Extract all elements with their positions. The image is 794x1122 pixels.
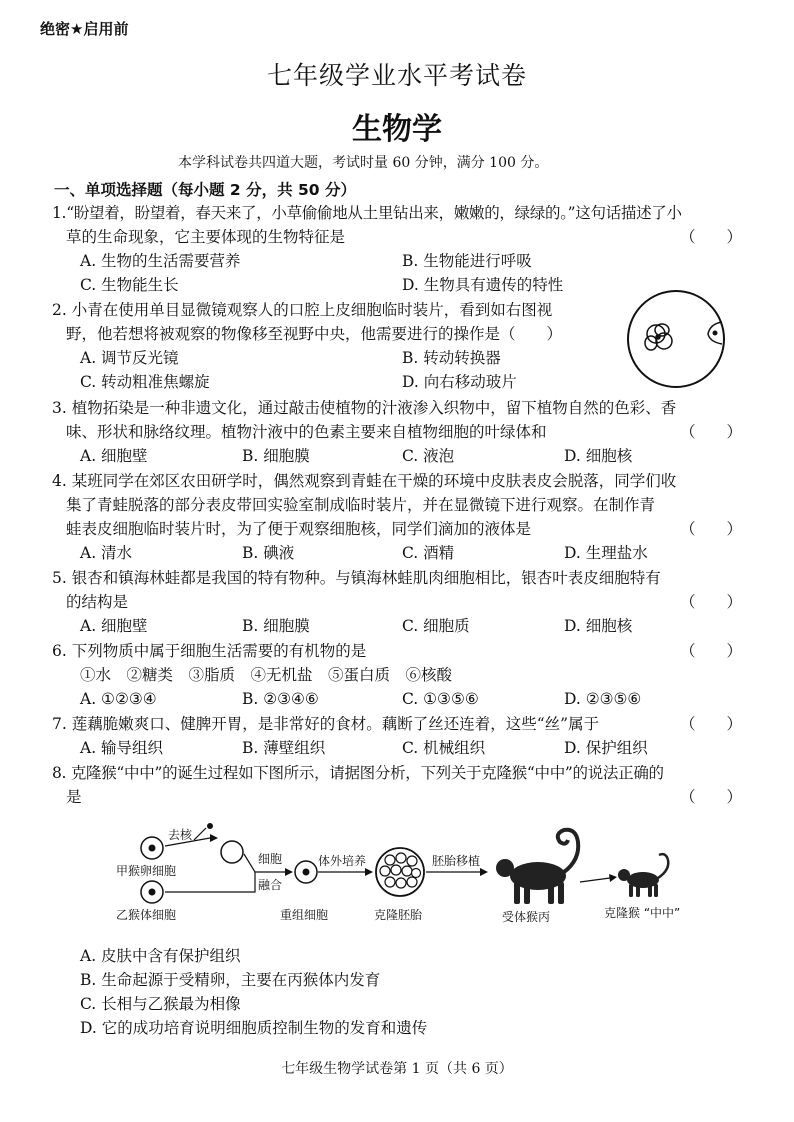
label-culture: 体外培养 — [318, 854, 367, 868]
q4-option-a: A. 清水 — [80, 544, 133, 562]
removed-nucleus — [207, 823, 213, 829]
question-8-line-1: 8. 克隆猴“中中”的诞生过程如下图所示，请据图分析，下列关于克隆猴“中中”的说法正确的 — [52, 764, 664, 782]
q3-option-b: B. 细胞膜 — [242, 447, 310, 465]
question-4-line-3: 蛙表皮细胞临时装片时，为了便于观察细胞核，同学们滴加的液体是 — [66, 520, 532, 538]
q6-option-a: A. ①②③④ — [80, 690, 157, 708]
question-6-line-1: 6. 下列物质中属于细胞生活需要的有机物的是 — [52, 642, 367, 660]
answer-paren-6: （ ） — [680, 642, 743, 660]
label-recipient-monkey: 受体猴丙 — [502, 910, 551, 924]
q2-option-a: A. 调节反光镜 — [80, 349, 179, 367]
answer-paren-8: （ ） — [680, 788, 743, 806]
q5-option-c: C. 细胞质 — [402, 617, 470, 635]
q6-option-b: B. ②③④⑥ — [242, 690, 319, 708]
question-2-line-1: 2. 小青在使用单目显微镜观察人的口腔上皮细胞临时装片，看到如右图视 — [52, 301, 553, 319]
label-fusion-1: 细胞 — [258, 852, 283, 866]
recipient-monkey — [496, 830, 578, 904]
label-monkey-b-body: 乙猴体细胞 — [116, 908, 177, 922]
label-recombined-cell: 重组细胞 — [280, 908, 329, 922]
question-8-line-2: 是 — [66, 788, 82, 806]
q5-option-b: B. 细胞膜 — [242, 617, 310, 635]
page-footer: 七年级生物学试卷第 1 页（共 6 页） — [281, 1061, 513, 1077]
question-3-line-2: 味、形状和脉络纹理。植物汁液中的色素主要来自植物细胞的叶绿体和 — [66, 423, 547, 441]
cloning-diagram — [110, 820, 700, 930]
question-2-line-2: 野，他若想将被观察的物像移至视野中央，他需要进行的操作是（ ） — [66, 325, 563, 343]
question-5-line-2: 的结构是 — [66, 593, 129, 611]
q3-option-d: D. 细胞核 — [564, 447, 633, 465]
enucleated-egg — [221, 841, 243, 863]
label-remove-nucleus: 去核 — [168, 828, 193, 842]
q8-option-c: C. 长相与乙猴最为相像 — [80, 995, 241, 1013]
q5-option-a: A. 细胞壁 — [80, 617, 148, 635]
secret-mark: 绝密★启用前 — [40, 20, 129, 38]
q2-option-c: C. 转动粗准焦螺旋 — [80, 373, 210, 391]
cheek-cell-cluster — [645, 324, 672, 350]
answer-paren-3: （ ） — [680, 423, 743, 441]
q3-option-c: C. 液泡 — [402, 447, 455, 465]
q6-option-d: D. ②③⑤⑥ — [564, 690, 642, 708]
q1-option-c: C. 生物能生长 — [80, 276, 179, 294]
answer-paren-5: （ ） — [680, 593, 743, 611]
question-6-line-2: ①水 ②糖类 ③脂质 ④无机盐 ⑤蛋白质 ⑥核酸 — [80, 666, 453, 684]
question-7-line-1: 7. 莲藕脆嫩爽口、健脾开胃，是非常好的食材。藕断了丝还连着，这些“丝”属于 — [52, 715, 600, 733]
exam-instructions: 本学科试卷共四道大题，考试时量 60 分钟，满分 100 分。 — [178, 155, 549, 171]
q3-option-a: A. 细胞壁 — [80, 447, 148, 465]
q4-option-b: B. 碘液 — [242, 544, 295, 562]
q2-option-b: B. 转动转换器 — [402, 349, 501, 367]
exam-title: 七年级学业水平考试卷 — [266, 61, 527, 90]
label-monkey-a-egg: 甲猴卵细胞 — [116, 864, 177, 878]
question-3-line-1: 3. 植物拓染是一种非遗文化，通过敲击使植物的汁液渗入织物中，留下植物自然的色彩、香 — [52, 399, 677, 417]
question-1-line-2: 草的生命现象，它主要体现的生物特征是 — [66, 228, 346, 246]
subject-title: 生物学 — [352, 112, 442, 147]
question-4-line-1: 4. 某班同学在郊区农田研学时，偶然观察到青蛙在干燥的环境中皮肤表皮会脱落，同学们收 — [52, 472, 677, 490]
q5-option-d: D. 细胞核 — [564, 617, 633, 635]
label-clone-embryo: 克隆胚胎 — [374, 908, 423, 922]
answer-paren-7: （ ） — [680, 715, 743, 733]
q7-option-a: A. 输导组织 — [80, 739, 164, 757]
label-fusion-2: 融合 — [258, 878, 283, 892]
q4-option-d: D. 生理盐水 — [564, 544, 648, 562]
q2-option-d: D. 向右移动玻片 — [402, 373, 517, 391]
label-embryo-transfer: 胚胎移植 — [432, 854, 481, 868]
section-heading: 一、单项选择题（每小题 2 分，共 50 分） — [54, 181, 356, 199]
microscope-view-figure — [618, 288, 734, 390]
q8-option-d: D. 它的成功培育说明细胞质控制生物的发育和遗传 — [80, 1019, 428, 1037]
clone-embryo — [376, 848, 424, 896]
clone-monkey — [618, 854, 668, 897]
q1-option-d: D. 生物具有遗传的特性 — [402, 276, 564, 294]
question-1-line-1: 1.“盼望着，盼望着，春天来了，小草偷偷地从土里钻出来，嫩嫩的，绿绿的。”这句话描述了小 — [52, 204, 682, 222]
question-4-line-2: 集了青蛙脱落的部分表皮带回实验室制成临时装片，并在显微镜下进行观察。在制作青 — [66, 496, 656, 514]
label-clone-monkey: 克隆猴 “中中” — [604, 906, 681, 920]
answer-paren-1: （ ） — [680, 228, 743, 246]
q7-option-c: C. 机械组织 — [402, 739, 486, 757]
q4-option-c: C. 酒精 — [402, 544, 455, 562]
q7-option-d: D. 保护组织 — [564, 739, 648, 757]
q1-option-b: B. 生物能进行呼吸 — [402, 252, 532, 270]
answer-paren-4: （ ） — [680, 520, 743, 538]
q8-option-a: A. 皮肤中含有保护组织 — [80, 947, 241, 965]
q7-option-b: B. 薄壁组织 — [242, 739, 326, 757]
question-5-line-1: 5. 银杏和镇海林蛙都是我国的特有物种。与镇海林蛙肌肉细胞相比，银杏叶表皮细胞特有 — [52, 569, 661, 587]
q1-option-a: A. 生物的生活需要营养 — [80, 252, 241, 270]
q6-option-c: C. ①③⑤⑥ — [402, 690, 479, 708]
q8-option-b: B. 生命起源于受精卵，主要在丙猴体内发育 — [80, 971, 381, 989]
